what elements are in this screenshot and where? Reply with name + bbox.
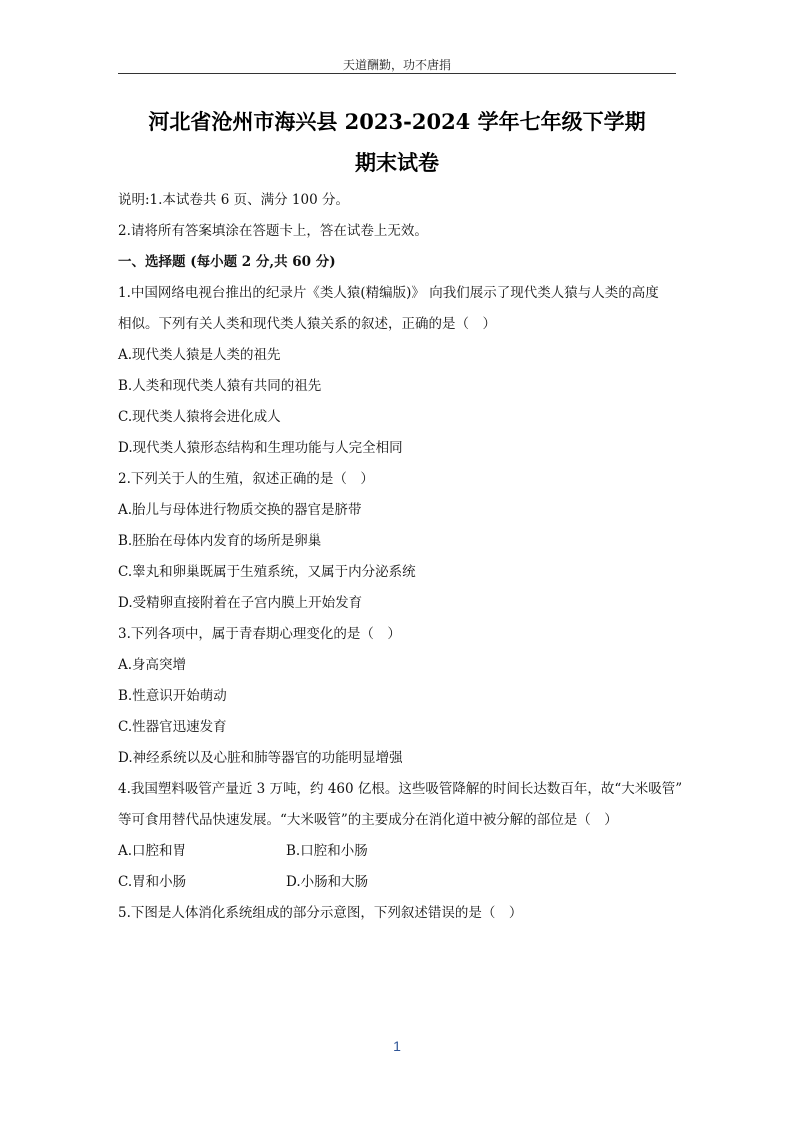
question-3-option-d: D.神经系统以及心脏和肺等器官的功能明显增强	[118, 750, 403, 766]
question-4-option-a: A.口腔和胃	[118, 843, 187, 859]
question-4-option-d: D.小肠和大肠	[286, 874, 369, 890]
question-4-option-c: C.胃和小肠	[118, 874, 187, 890]
question-1-stem-line1: 1.中国网络电视台推出的纪录片《类人猿(精编版)》 向我们展示了现代类人猿与人类的高度	[118, 285, 659, 301]
question-2-option-a: A.胎儿与母体进行物质交换的器官是脐带	[118, 502, 362, 518]
exam-title-line1: 河北省沧州市海兴县 2023-2024 学年七年级下学期	[148, 109, 646, 134]
question-3-option-a: A.身高突增	[118, 657, 187, 673]
question-3-stem: 3.下列各项中，属于青春期心理变化的是（ ）	[118, 626, 401, 642]
question-4-stem-line2: 等可食用替代品快速发展。“大米吸管”的主要成分在消化道中被分解的部位是（ ）	[118, 812, 618, 828]
question-2-option-b: B.胚胎在母体内发育的场所是卵巢	[118, 533, 322, 549]
exam-content	[118, 185, 688, 929]
question-1-option-d: D.现代类人猿形态结构和生理功能与人完全相同	[118, 440, 403, 456]
question-4-option-b: B.口腔和小肠	[286, 843, 368, 859]
question-4-options-row1	[118, 836, 688, 867]
question-1-stem-line2: 相似。下列有关人类和现代类人猿关系的叙述，正确的是（ ）	[118, 316, 496, 332]
page-number: 1	[393, 1038, 401, 1054]
note-1: 说明:1.本试卷共 6 页、满分 100 分。	[118, 192, 349, 208]
question-2-option-d: D.受精卵直接附着在子宫内膜上开始发育	[118, 595, 363, 611]
question-4-stem-line1: 4.我国塑料吸管产量近 3 万吨，约 460 亿根。这些吸管降解的时间长达数百年，故“大米吸管”	[118, 781, 683, 797]
question-2-option-c: C.睾丸和卵巢既属于生殖系统，又属于内分泌系统	[118, 564, 416, 580]
section-heading: 一、选择题 (每小题 2 分,共 60 分)	[118, 254, 336, 270]
header-divider	[118, 73, 676, 74]
question-1-option-b: B.人类和现代类人猿有共同的祖先	[118, 378, 322, 394]
question-3-option-b: B.性意识开始萌动	[118, 688, 227, 704]
note-2: 2.请将所有答案填涂在答题卡上，答在试卷上无效。	[118, 223, 428, 239]
question-1-option-a: A.现代类人猿是人类的祖先	[118, 347, 281, 363]
question-4-options-row2	[118, 867, 688, 898]
question-3-option-c: C.性器官迅速发育	[118, 719, 227, 735]
exam-title-line2: 期末试卷	[355, 150, 439, 175]
question-2-stem: 2.下列关于人的生殖，叙述正确的是（ ）	[118, 471, 374, 487]
question-1-option-c: C.现代类人猿将会进化成人	[118, 409, 281, 425]
question-5-stem: 5.下图是人体消化系统组成的部分示意图，下列叙述错误的是（ ）	[118, 905, 523, 921]
page-header-motto: 天道酬勤，功不唐捐	[342, 58, 451, 72]
